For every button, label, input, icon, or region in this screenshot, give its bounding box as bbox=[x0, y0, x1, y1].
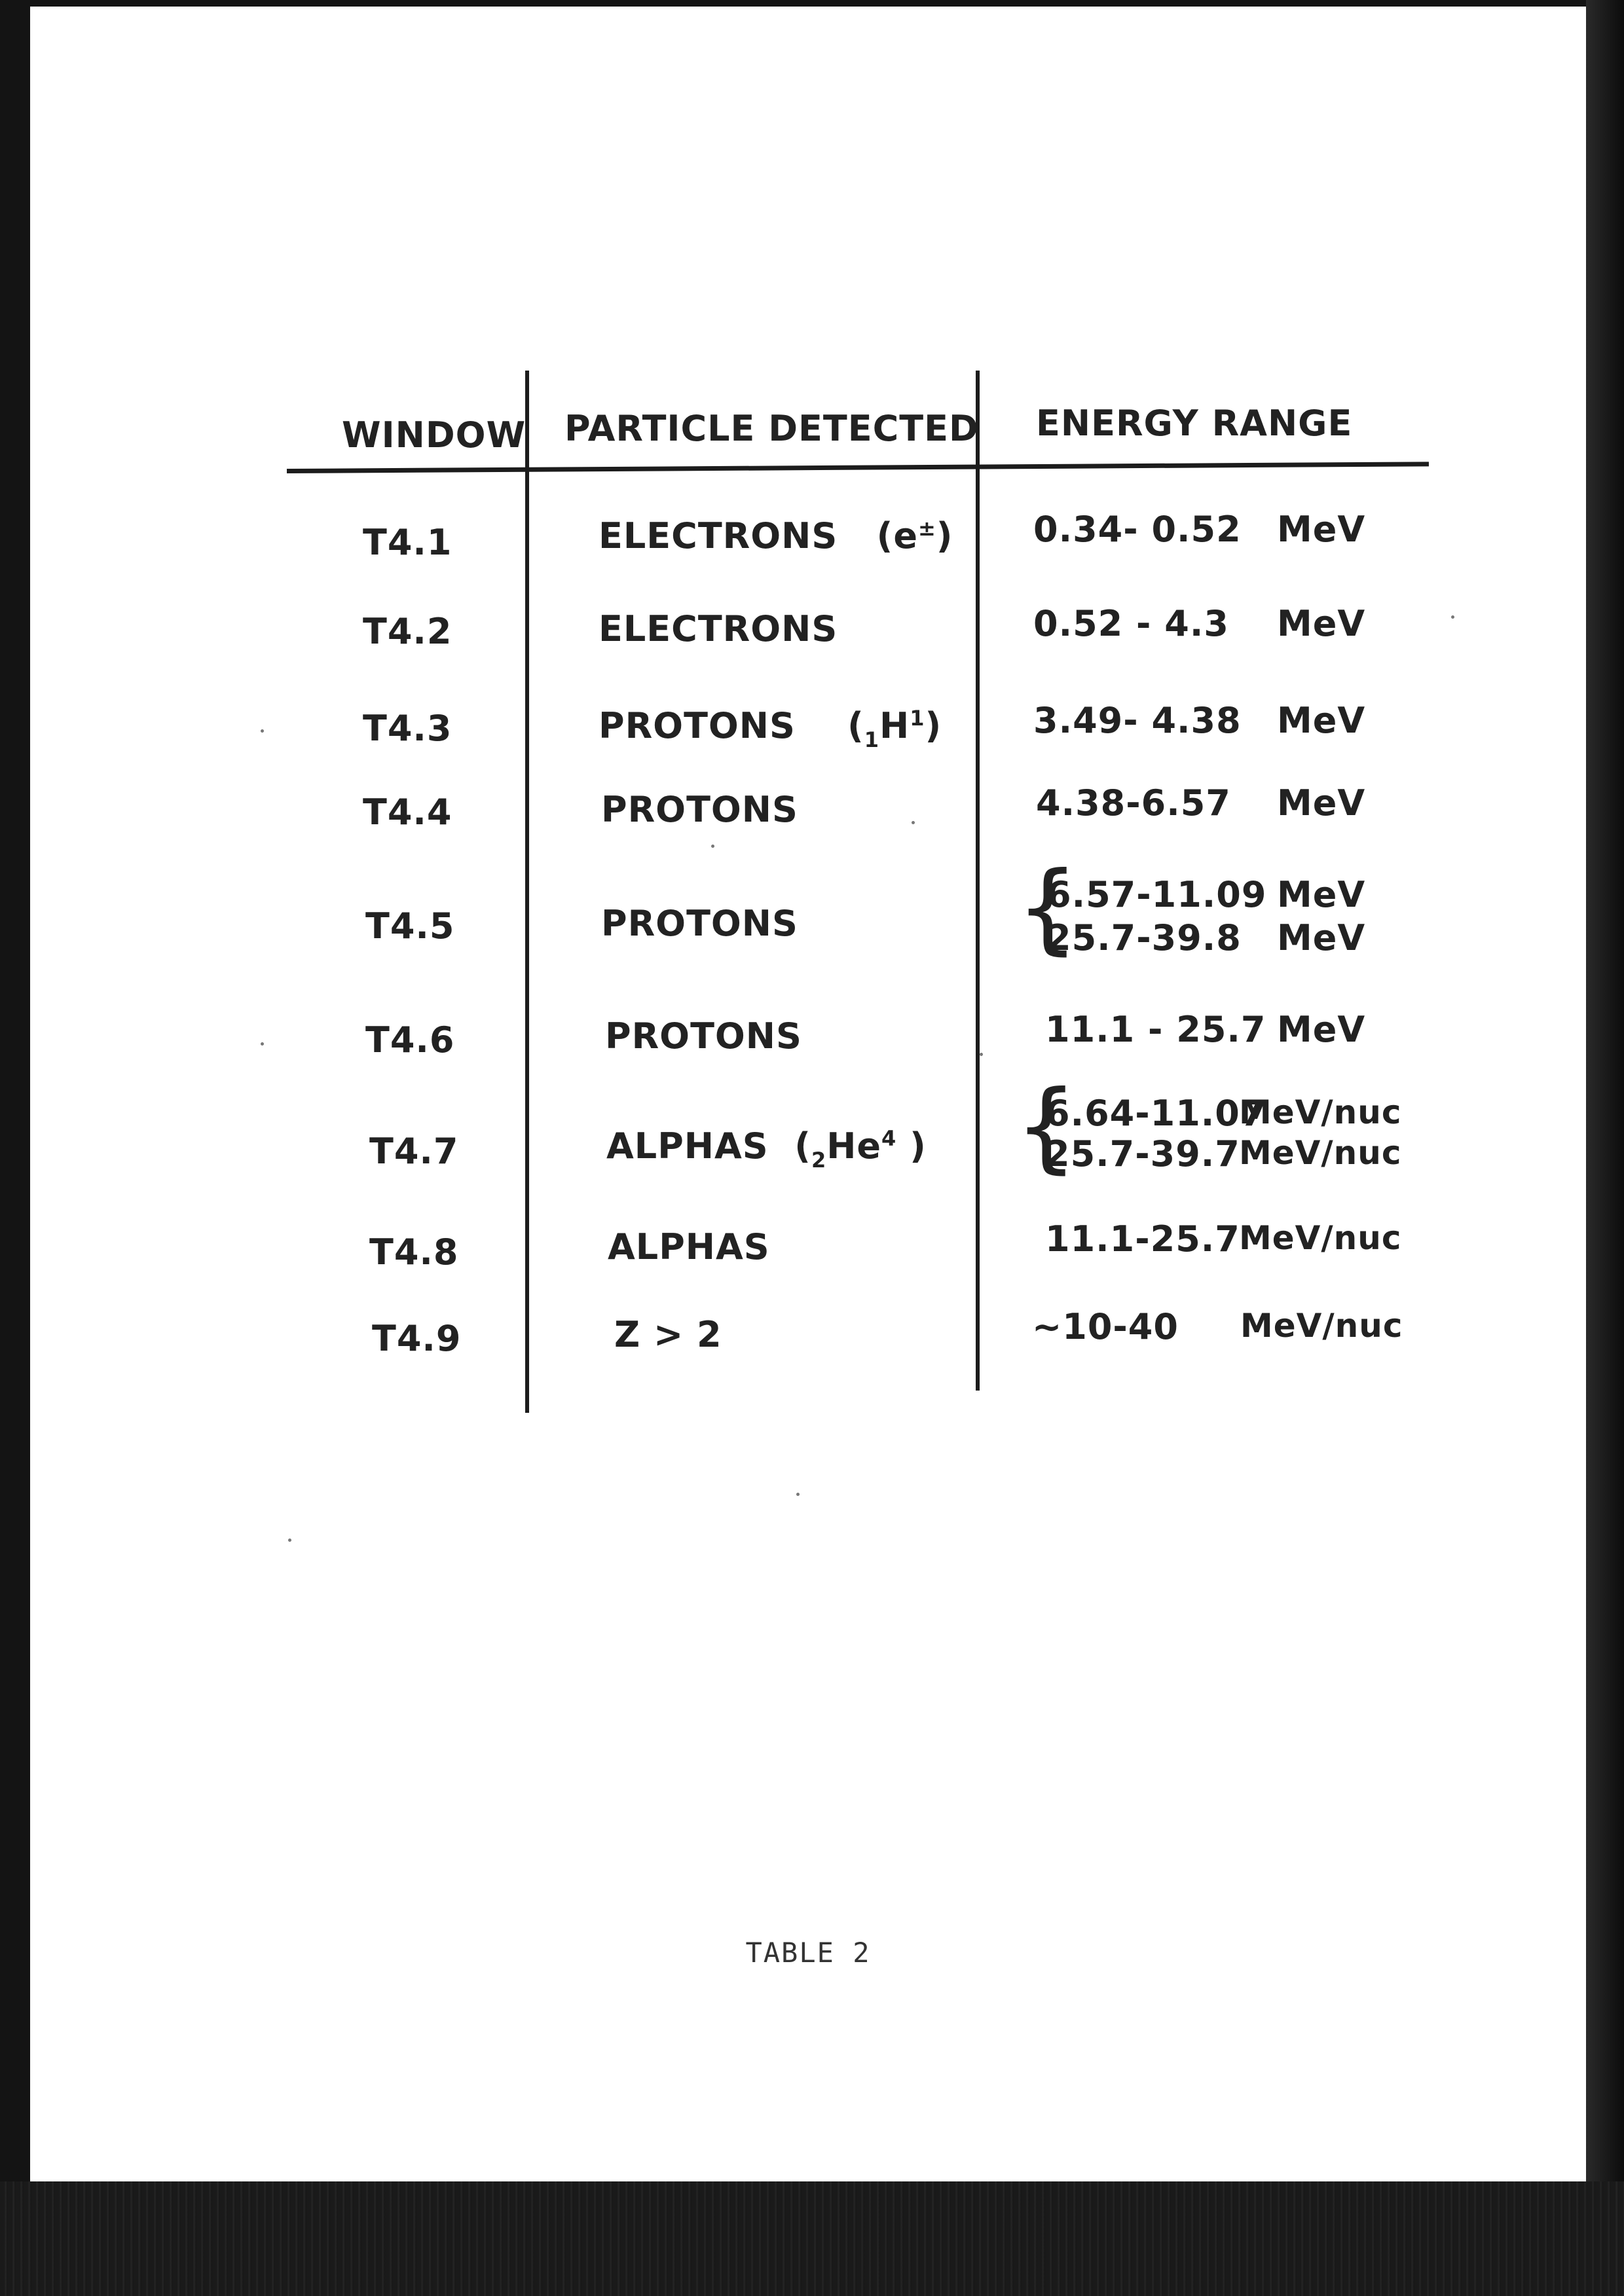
energy-cell: 25.7-39.8 bbox=[1046, 917, 1242, 958]
scan-speck bbox=[711, 845, 714, 848]
unit-cell: MeV/nuc bbox=[1239, 1219, 1402, 1257]
range-brace: { bbox=[1016, 851, 1079, 965]
energy-cell: 11.1 - 25.7 bbox=[1045, 1009, 1266, 1050]
particle-charge: ± bbox=[917, 516, 936, 541]
unit-cell: MeV bbox=[1277, 1009, 1366, 1050]
energy-cell: 25.7-39.7 bbox=[1045, 1133, 1240, 1175]
energy-cell: ~10-40 bbox=[1032, 1306, 1179, 1347]
particle-close: ) bbox=[925, 705, 942, 746]
particle-mass-number: 1 bbox=[910, 706, 925, 731]
particle-atomic-number: 1 bbox=[864, 727, 880, 752]
particle-name: ELECTRONS bbox=[599, 515, 838, 556]
particle-close: ) bbox=[936, 515, 953, 556]
unit-cell: MeV bbox=[1277, 509, 1366, 550]
particle-cell bbox=[606, 1125, 927, 1173]
window-cell: T4.2 bbox=[363, 611, 452, 652]
particle-symbol: H bbox=[879, 705, 910, 746]
header-energy-range: ENERGY RANGE bbox=[1036, 403, 1353, 444]
window-cell: T4.5 bbox=[365, 905, 455, 947]
scan-edge-right bbox=[1586, 0, 1624, 2296]
particle-symbol: (e bbox=[876, 515, 918, 556]
energy-cell: 6.57-11.09 bbox=[1046, 874, 1267, 915]
scan-speck bbox=[912, 821, 915, 824]
document-page bbox=[30, 7, 1586, 2181]
particle-name: PROTONS bbox=[599, 705, 796, 746]
header-rule bbox=[287, 462, 1429, 473]
particle-close: ) bbox=[910, 1125, 927, 1167]
particle-symbol: He bbox=[826, 1125, 882, 1167]
table-caption: TABLE 2 bbox=[745, 1937, 871, 1969]
unit-cell: MeV/nuc bbox=[1239, 1093, 1402, 1131]
particle-cell: PROTONS bbox=[601, 903, 798, 944]
unit-cell: MeV bbox=[1277, 782, 1366, 824]
unit-cell: MeV bbox=[1277, 700, 1366, 741]
column-divider-1 bbox=[525, 371, 529, 1413]
window-cell: T4.3 bbox=[363, 708, 452, 749]
energy-cell: 6.64-11.07 bbox=[1045, 1093, 1266, 1134]
particle-name: ALPHAS bbox=[606, 1125, 769, 1167]
unit-cell: MeV bbox=[1277, 603, 1366, 644]
particle-open: ( bbox=[847, 705, 864, 746]
energy-cell: 0.34- 0.52 bbox=[1033, 509, 1242, 550]
scan-speck bbox=[1451, 615, 1454, 619]
scan-speck bbox=[261, 1042, 264, 1046]
range-brace: { bbox=[1015, 1070, 1078, 1184]
window-cell: T4.1 bbox=[363, 522, 452, 563]
window-cell: T4.7 bbox=[369, 1131, 459, 1172]
unit-cell: MeV bbox=[1277, 874, 1366, 915]
energy-cell: 11.1-25.7 bbox=[1045, 1218, 1240, 1260]
particle-cell bbox=[599, 515, 953, 556]
window-cell: T4.8 bbox=[369, 1231, 459, 1273]
particle-atomic-number: 2 bbox=[811, 1148, 827, 1173]
energy-cell: 0.52 - 4.3 bbox=[1033, 603, 1229, 644]
unit-cell: MeV/nuc bbox=[1239, 1134, 1402, 1172]
header-particle-detected: PARTICLE DETECTED bbox=[564, 408, 979, 449]
scan-speck bbox=[980, 1053, 983, 1056]
energy-cell: 4.38-6.57 bbox=[1036, 782, 1231, 824]
unit-cell: MeV bbox=[1277, 917, 1366, 958]
unit-cell: MeV/nuc bbox=[1240, 1307, 1403, 1345]
particle-open: ( bbox=[794, 1125, 811, 1167]
scan-speck bbox=[796, 1493, 800, 1496]
header-window: WINDOW bbox=[342, 414, 526, 456]
particle-mass-number: 4 bbox=[881, 1126, 897, 1151]
window-cell: T4.9 bbox=[372, 1318, 462, 1359]
energy-cell: 3.49- 4.38 bbox=[1033, 700, 1242, 741]
particle-cell: ALPHAS bbox=[608, 1226, 770, 1267]
scan-speck bbox=[288, 1539, 291, 1542]
scan-speck bbox=[261, 729, 264, 733]
particle-cell: Z > 2 bbox=[614, 1314, 722, 1355]
particle-cell: ELECTRONS bbox=[599, 608, 838, 649]
particle-cell bbox=[599, 705, 942, 752]
window-cell: T4.6 bbox=[365, 1019, 455, 1061]
particle-cell: PROTONS bbox=[601, 789, 798, 830]
column-divider-2 bbox=[976, 371, 980, 1391]
scan-edge-bottom bbox=[0, 2181, 1624, 2296]
window-cell: T4.4 bbox=[363, 792, 452, 833]
particle-cell: PROTONS bbox=[605, 1015, 802, 1057]
